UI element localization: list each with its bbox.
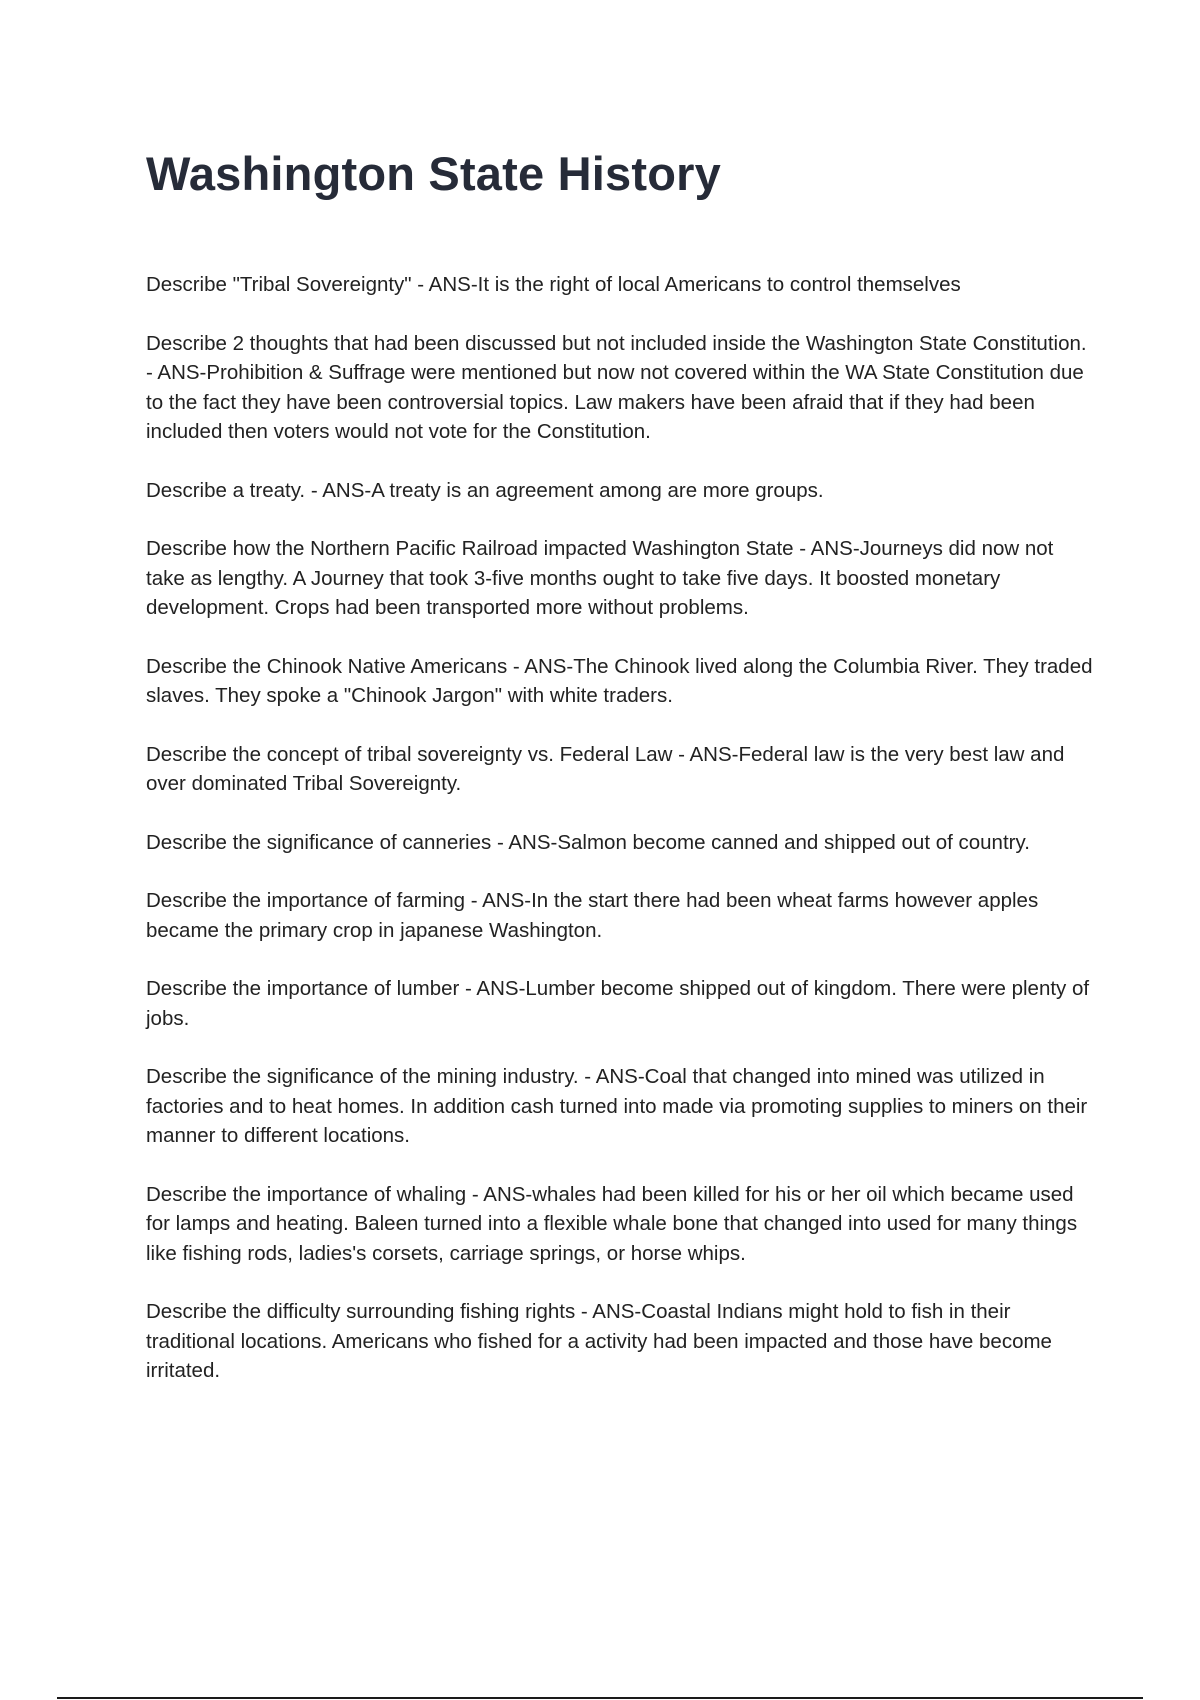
page-divider	[57, 1697, 1143, 1699]
qa-text: Describe a treaty. - ANS-A treaty is an agreement among are more groups.	[146, 478, 824, 502]
qa-item	[146, 652, 1096, 711]
qa-item	[146, 1297, 1096, 1386]
qa-text: Describe the difficulty surrounding fishing rights - ANS-Coastal Indians might hold to fish in their traditional locations. Americans who fished for a activity had been impacted and those have become irritated.	[146, 1300, 1052, 1382]
qa-text: Describe how the Northern Pacific Railroad impacted Washington State - ANS-Journeys did now not take as lengthy. A Journey that took 3-five months ought to take five days. It boosted monetary development. Crops had been transported more without problems.	[146, 537, 1054, 619]
qa-text: Describe the concept of tribal sovereignty vs. Federal Law - ANS-Federal law is the very best law and over dominated Tribal Sovereignty.	[146, 742, 1065, 795]
qa-item	[146, 886, 1096, 945]
qa-item	[146, 1180, 1096, 1269]
qa-item	[146, 329, 1096, 447]
qa-text: Describe 2 thoughts that had been discussed but not included inside the Washington State Constitution. - ANS-Prohibition & Suffrage were mentioned but now not covered within the WA State Constitution due to the fact they have been controversial topics. Law makers have been afraid that if they had been included then voters would not vote for the Constitution.	[146, 331, 1087, 443]
qa-item	[146, 476, 1096, 506]
qa-item	[146, 740, 1096, 799]
qa-list	[146, 270, 1096, 1415]
qa-item	[146, 270, 1096, 300]
qa-text: Describe the importance of lumber - ANS-Lumber become shipped out of kingdom. There were plenty of jobs.	[146, 977, 1090, 1030]
qa-item	[146, 974, 1096, 1033]
qa-item	[146, 534, 1096, 623]
qa-item	[146, 828, 1096, 858]
qa-text: Describe "Tribal Sovereignty" - ANS-It is the right of local Americans to control themselves	[146, 273, 961, 296]
qa-item	[146, 1062, 1096, 1151]
qa-text: Describe the importance of farming - ANS-In the start there had been wheat farms however apples became the primary crop in japanese Washington.	[146, 889, 1039, 942]
document-title: Washington State History	[146, 147, 721, 200]
qa-text: Describe the significance of the mining industry. - ANS-Coal that changed into mined was utilized in factories and to heat homes. In addition cash turned into made via promoting supplies to miners on their manner to different locations.	[146, 1065, 1088, 1147]
qa-text: Describe the importance of whaling - ANS-whales had been killed for his or her oil which became used for lamps and heating. Baleen turned into a flexible whale bone that changed into used for many things like fishing rods, ladies's corsets, carriage springs, or horse whips.	[146, 1182, 1078, 1265]
qa-text: Describe the Chinook Native Americans - ANS-The Chinook lived along the Columbia River. They traded slaves. They spoke a "Chinook Jargon" with white traders.	[146, 654, 1093, 707]
qa-text: Describe the significance of canneries - ANS-Salmon become canned and shipped out of country.	[146, 830, 1030, 854]
